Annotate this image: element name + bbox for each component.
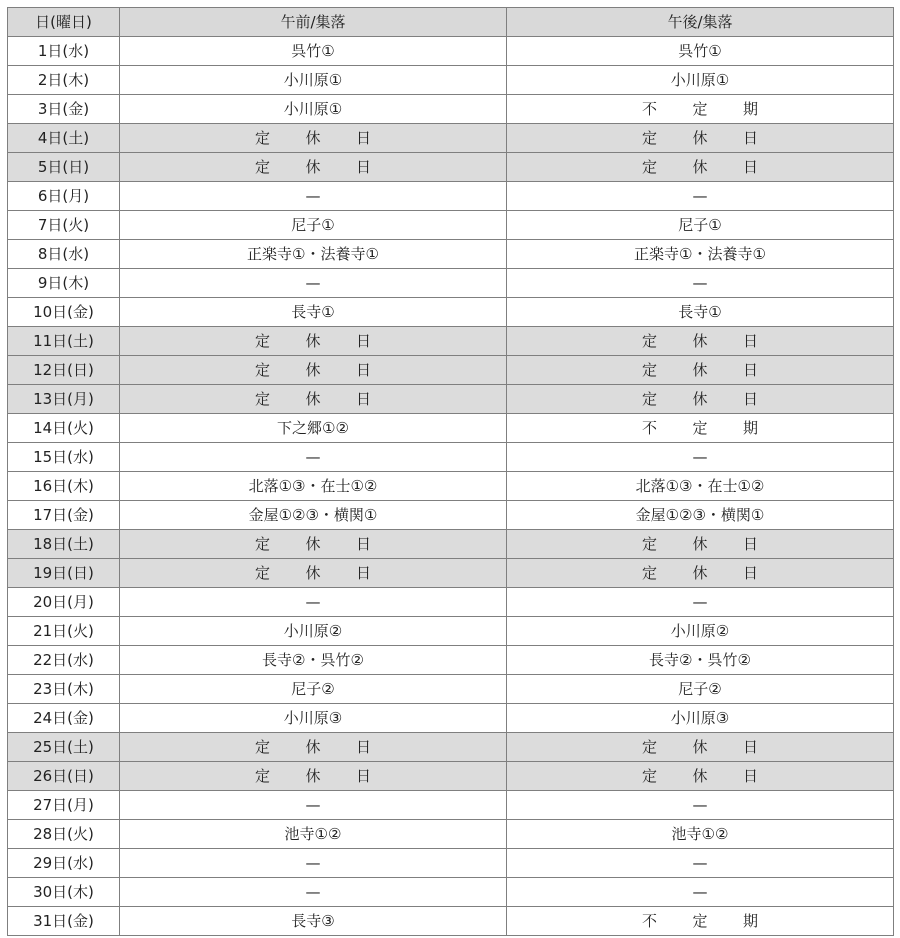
pm-value: 呉竹①	[678, 41, 722, 60]
am-cell	[120, 588, 507, 617]
pm-cell	[507, 298, 894, 327]
am-cell	[120, 617, 507, 646]
am-cell	[120, 704, 507, 733]
am-value: 長寺①	[291, 302, 335, 321]
date-cell: 22日(水)	[8, 646, 120, 675]
am-cell	[120, 733, 507, 762]
char: 休	[692, 157, 708, 176]
pm-cell	[507, 501, 894, 530]
am-cell	[120, 153, 507, 182]
pm-cell	[507, 211, 894, 240]
am-cell	[120, 240, 507, 269]
am-cell	[120, 385, 507, 414]
pm-value: 小川原③	[670, 708, 730, 727]
pm-value	[642, 415, 758, 442]
char: 定	[642, 360, 658, 379]
pm-value	[642, 154, 758, 181]
header-pm: 午後/集落	[507, 8, 894, 37]
am-value: 小川原①	[283, 70, 343, 89]
char: 定	[642, 737, 658, 756]
pm-cell	[507, 530, 894, 559]
char: 日	[355, 157, 371, 176]
am-cell	[120, 530, 507, 559]
date-cell: 23日(木)	[8, 675, 120, 704]
am-value: —	[305, 447, 321, 466]
am-value: 下之郷①②	[277, 418, 349, 437]
am-cell	[120, 95, 507, 124]
char: 定	[642, 389, 658, 408]
am-cell	[120, 443, 507, 472]
char: 定	[255, 563, 271, 582]
table-row	[8, 443, 894, 472]
char: 日	[742, 563, 758, 582]
header-date: 日(曜日)	[8, 8, 120, 37]
table-row	[8, 211, 894, 240]
am-cell	[120, 878, 507, 907]
date-cell: 28日(火)	[8, 820, 120, 849]
pm-cell	[507, 356, 894, 385]
pm-cell	[507, 820, 894, 849]
table-row	[8, 95, 894, 124]
table-row	[8, 646, 894, 675]
char: 休	[305, 766, 321, 785]
am-value	[255, 560, 371, 587]
char: 定	[642, 766, 658, 785]
char: 休	[692, 360, 708, 379]
am-value: 北落①③・在士①②	[248, 476, 378, 495]
header-am: 午前/集落	[120, 8, 507, 37]
am-value: 長寺③	[291, 911, 335, 930]
table-row	[8, 849, 894, 878]
pm-value	[642, 734, 758, 761]
char: 日	[742, 534, 758, 553]
am-cell	[120, 414, 507, 443]
char: 定	[692, 418, 708, 437]
table-row	[8, 385, 894, 414]
am-cell	[120, 907, 507, 936]
char: 日	[355, 331, 371, 350]
am-value	[255, 125, 371, 152]
am-cell	[120, 675, 507, 704]
char: 休	[692, 534, 708, 553]
char: 定	[255, 157, 271, 176]
pm-cell	[507, 95, 894, 124]
pm-value: 金屋①②③・横関①	[635, 505, 765, 524]
pm-cell	[507, 733, 894, 762]
date-cell: 20日(月)	[8, 588, 120, 617]
pm-value: 尼子②	[678, 679, 722, 698]
char: 休	[305, 389, 321, 408]
am-value: 小川原③	[283, 708, 343, 727]
char: 定	[255, 331, 271, 350]
am-cell	[120, 298, 507, 327]
char: 日	[355, 128, 371, 147]
date-cell: 30日(木)	[8, 878, 120, 907]
am-value: —	[305, 592, 321, 611]
date-cell: 18日(土)	[8, 530, 120, 559]
table-row	[8, 791, 894, 820]
pm-cell	[507, 182, 894, 211]
date-cell: 1日(水)	[8, 37, 120, 66]
date-cell: 4日(土)	[8, 124, 120, 153]
pm-value	[642, 531, 758, 558]
pm-value: 長寺①	[678, 302, 722, 321]
char: 休	[305, 563, 321, 582]
date-cell: 9日(木)	[8, 269, 120, 298]
date-cell: 3日(金)	[8, 95, 120, 124]
pm-value: —	[692, 853, 708, 872]
date-cell: 6日(月)	[8, 182, 120, 211]
char: 日	[742, 360, 758, 379]
char: 定	[642, 563, 658, 582]
pm-value: —	[692, 447, 708, 466]
char: 定	[255, 737, 271, 756]
am-value	[255, 734, 371, 761]
am-value: —	[305, 853, 321, 872]
char: 休	[692, 563, 708, 582]
pm-value: 小川原①	[670, 70, 730, 89]
date-cell: 15日(水)	[8, 443, 120, 472]
char: 休	[692, 331, 708, 350]
pm-value	[642, 357, 758, 384]
char: 日	[355, 360, 371, 379]
char: 日	[742, 389, 758, 408]
am-value	[255, 763, 371, 790]
table-row	[8, 66, 894, 95]
pm-cell	[507, 124, 894, 153]
char: 休	[692, 389, 708, 408]
table-header	[8, 8, 894, 37]
pm-value	[642, 96, 758, 123]
char: 日	[355, 766, 371, 785]
am-value	[255, 154, 371, 181]
table-row	[8, 617, 894, 646]
pm-cell	[507, 704, 894, 733]
pm-cell	[507, 588, 894, 617]
table-row	[8, 878, 894, 907]
am-cell	[120, 211, 507, 240]
table-row	[8, 530, 894, 559]
char: 休	[305, 128, 321, 147]
am-value: 呉竹①	[291, 41, 335, 60]
char: 日	[355, 563, 371, 582]
pm-value: —	[692, 882, 708, 901]
am-cell	[120, 472, 507, 501]
date-cell: 8日(水)	[8, 240, 120, 269]
char: 定	[642, 534, 658, 553]
table-row	[8, 356, 894, 385]
char: 定	[642, 157, 658, 176]
date-cell: 21日(火)	[8, 617, 120, 646]
char: 日	[355, 737, 371, 756]
char: 日	[742, 128, 758, 147]
schedule-table	[7, 7, 894, 936]
table-row	[8, 298, 894, 327]
char: 定	[692, 911, 708, 930]
pm-cell	[507, 472, 894, 501]
char: 定	[255, 128, 271, 147]
char: 定	[255, 766, 271, 785]
char: 定	[255, 534, 271, 553]
am-value: 正楽寺①・法養寺①	[247, 244, 379, 263]
char: 日	[742, 766, 758, 785]
date-cell: 16日(木)	[8, 472, 120, 501]
pm-cell	[507, 646, 894, 675]
table-row	[8, 240, 894, 269]
table-row	[8, 124, 894, 153]
char: 休	[305, 157, 321, 176]
table-row	[8, 37, 894, 66]
pm-cell	[507, 269, 894, 298]
am-cell	[120, 356, 507, 385]
am-cell	[120, 791, 507, 820]
char: 日	[742, 737, 758, 756]
date-cell: 31日(金)	[8, 907, 120, 936]
char: 休	[305, 360, 321, 379]
pm-cell	[507, 37, 894, 66]
char: 休	[692, 766, 708, 785]
am-cell	[120, 37, 507, 66]
table-row	[8, 472, 894, 501]
char: 期	[742, 99, 758, 118]
am-value: 尼子①	[291, 215, 335, 234]
am-value	[255, 386, 371, 413]
am-value: 小川原②	[283, 621, 343, 640]
pm-value: 正楽寺①・法養寺①	[634, 244, 766, 263]
pm-value: 池寺①②	[671, 824, 729, 843]
date-cell: 27日(月)	[8, 791, 120, 820]
char: 日	[742, 331, 758, 350]
table-row	[8, 182, 894, 211]
date-cell: 2日(木)	[8, 66, 120, 95]
table-row	[8, 414, 894, 443]
date-cell: 24日(金)	[8, 704, 120, 733]
char: 不	[642, 99, 658, 118]
pm-value	[642, 386, 758, 413]
table-row	[8, 327, 894, 356]
char: 休	[305, 737, 321, 756]
header-row	[8, 8, 894, 37]
am-cell	[120, 559, 507, 588]
date-cell: 17日(金)	[8, 501, 120, 530]
date-cell: 10日(金)	[8, 298, 120, 327]
pm-value: —	[692, 186, 708, 205]
am-cell	[120, 849, 507, 878]
pm-cell	[507, 849, 894, 878]
pm-cell	[507, 791, 894, 820]
char: 休	[692, 737, 708, 756]
table-body	[8, 37, 894, 936]
char: 日	[355, 534, 371, 553]
date-cell: 5日(日)	[8, 153, 120, 182]
pm-cell	[507, 617, 894, 646]
table-row	[8, 675, 894, 704]
table-row	[8, 269, 894, 298]
date-cell: 14日(火)	[8, 414, 120, 443]
am-value: —	[305, 882, 321, 901]
pm-value: —	[692, 795, 708, 814]
pm-value: 尼子①	[678, 215, 722, 234]
pm-value: 北落①③・在士①②	[635, 476, 765, 495]
pm-value: —	[692, 273, 708, 292]
am-value	[255, 357, 371, 384]
pm-cell	[507, 443, 894, 472]
pm-value	[642, 908, 758, 935]
pm-cell	[507, 153, 894, 182]
pm-cell	[507, 559, 894, 588]
pm-value	[642, 763, 758, 790]
am-cell	[120, 501, 507, 530]
am-cell	[120, 646, 507, 675]
am-cell	[120, 124, 507, 153]
am-cell	[120, 66, 507, 95]
am-value: —	[305, 273, 321, 292]
pm-cell	[507, 762, 894, 791]
am-value: —	[305, 186, 321, 205]
pm-value: —	[692, 592, 708, 611]
pm-value	[642, 125, 758, 152]
char: 休	[692, 128, 708, 147]
pm-cell	[507, 66, 894, 95]
table-row	[8, 733, 894, 762]
am-cell	[120, 327, 507, 356]
pm-cell	[507, 327, 894, 356]
table-row	[8, 907, 894, 936]
am-cell	[120, 269, 507, 298]
char: 休	[305, 331, 321, 350]
pm-cell	[507, 240, 894, 269]
char: 期	[742, 418, 758, 437]
date-cell: 12日(日)	[8, 356, 120, 385]
pm-value	[642, 328, 758, 355]
am-cell	[120, 820, 507, 849]
am-value: 長寺②・呉竹②	[262, 650, 364, 669]
char: 定	[642, 128, 658, 147]
char: 期	[742, 911, 758, 930]
am-value: 尼子②	[291, 679, 335, 698]
char: 定	[255, 389, 271, 408]
date-cell: 25日(土)	[8, 733, 120, 762]
date-cell: 7日(火)	[8, 211, 120, 240]
table-row	[8, 153, 894, 182]
char: 不	[642, 911, 658, 930]
am-cell	[120, 182, 507, 211]
am-value	[255, 328, 371, 355]
date-cell: 26日(日)	[8, 762, 120, 791]
table-row	[8, 762, 894, 791]
am-cell	[120, 762, 507, 791]
table-row	[8, 501, 894, 530]
char: 定	[642, 331, 658, 350]
am-value	[255, 531, 371, 558]
char: 不	[642, 418, 658, 437]
table-row	[8, 704, 894, 733]
char: 日	[742, 157, 758, 176]
table-row	[8, 559, 894, 588]
pm-value: 長寺②・呉竹②	[649, 650, 751, 669]
table-row	[8, 820, 894, 849]
pm-cell	[507, 385, 894, 414]
pm-cell	[507, 907, 894, 936]
date-cell: 29日(水)	[8, 849, 120, 878]
am-value: 小川原①	[283, 99, 343, 118]
date-cell: 19日(日)	[8, 559, 120, 588]
am-value: 池寺①②	[284, 824, 342, 843]
char: 定	[692, 99, 708, 118]
char: 休	[305, 534, 321, 553]
table-row	[8, 588, 894, 617]
date-cell: 11日(土)	[8, 327, 120, 356]
date-cell: 13日(月)	[8, 385, 120, 414]
am-value: —	[305, 795, 321, 814]
pm-cell	[507, 878, 894, 907]
pm-value: 小川原②	[670, 621, 730, 640]
char: 日	[355, 389, 371, 408]
char: 定	[255, 360, 271, 379]
pm-value	[642, 560, 758, 587]
pm-cell	[507, 675, 894, 704]
am-value: 金屋①②③・横関①	[248, 505, 378, 524]
pm-cell	[507, 414, 894, 443]
